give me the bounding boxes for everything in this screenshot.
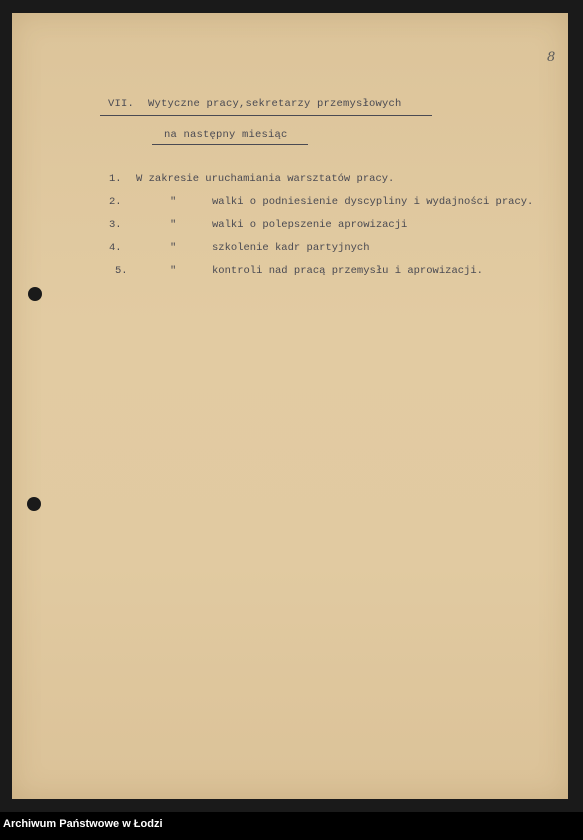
heading-line-2: na następny miesiąc xyxy=(164,129,288,141)
archive-label: Archiwum Państwowe w Łodzi xyxy=(3,818,163,830)
item-number: 1. xyxy=(109,173,122,185)
punch-hole xyxy=(27,497,41,511)
item-number: 5. xyxy=(115,265,128,277)
item-text: kontroli nad pracą przemysłu i aprowizacji. xyxy=(212,265,483,277)
subheading-underline xyxy=(152,144,308,145)
heading-underline xyxy=(100,115,432,116)
item-text: walki o podniesienie dyscypliny i wydajności pracy. xyxy=(212,196,534,208)
item-text: walki o polepszenie aprowizacji xyxy=(212,219,408,231)
heading-title: Wytyczne pracy,sekretarzy przemysłowych xyxy=(148,98,402,110)
punch-hole xyxy=(28,287,42,301)
document-page xyxy=(12,13,568,799)
archive-footer xyxy=(0,812,583,840)
heading-line-1 xyxy=(108,98,402,110)
item-text: W zakresie uruchamiania warsztatów pracy. xyxy=(136,173,395,185)
section-numeral: VII. xyxy=(108,98,135,110)
ditto-mark: " xyxy=(170,219,177,231)
ditto-mark: " xyxy=(170,265,177,277)
page-number: 8 xyxy=(547,50,556,65)
ditto-mark: " xyxy=(170,196,177,208)
ditto-mark: " xyxy=(170,242,177,254)
item-number: 3. xyxy=(109,219,122,231)
item-number: 2. xyxy=(109,196,122,208)
item-number: 4. xyxy=(109,242,122,254)
item-text: szkolenie kadr partyjnych xyxy=(212,242,370,254)
